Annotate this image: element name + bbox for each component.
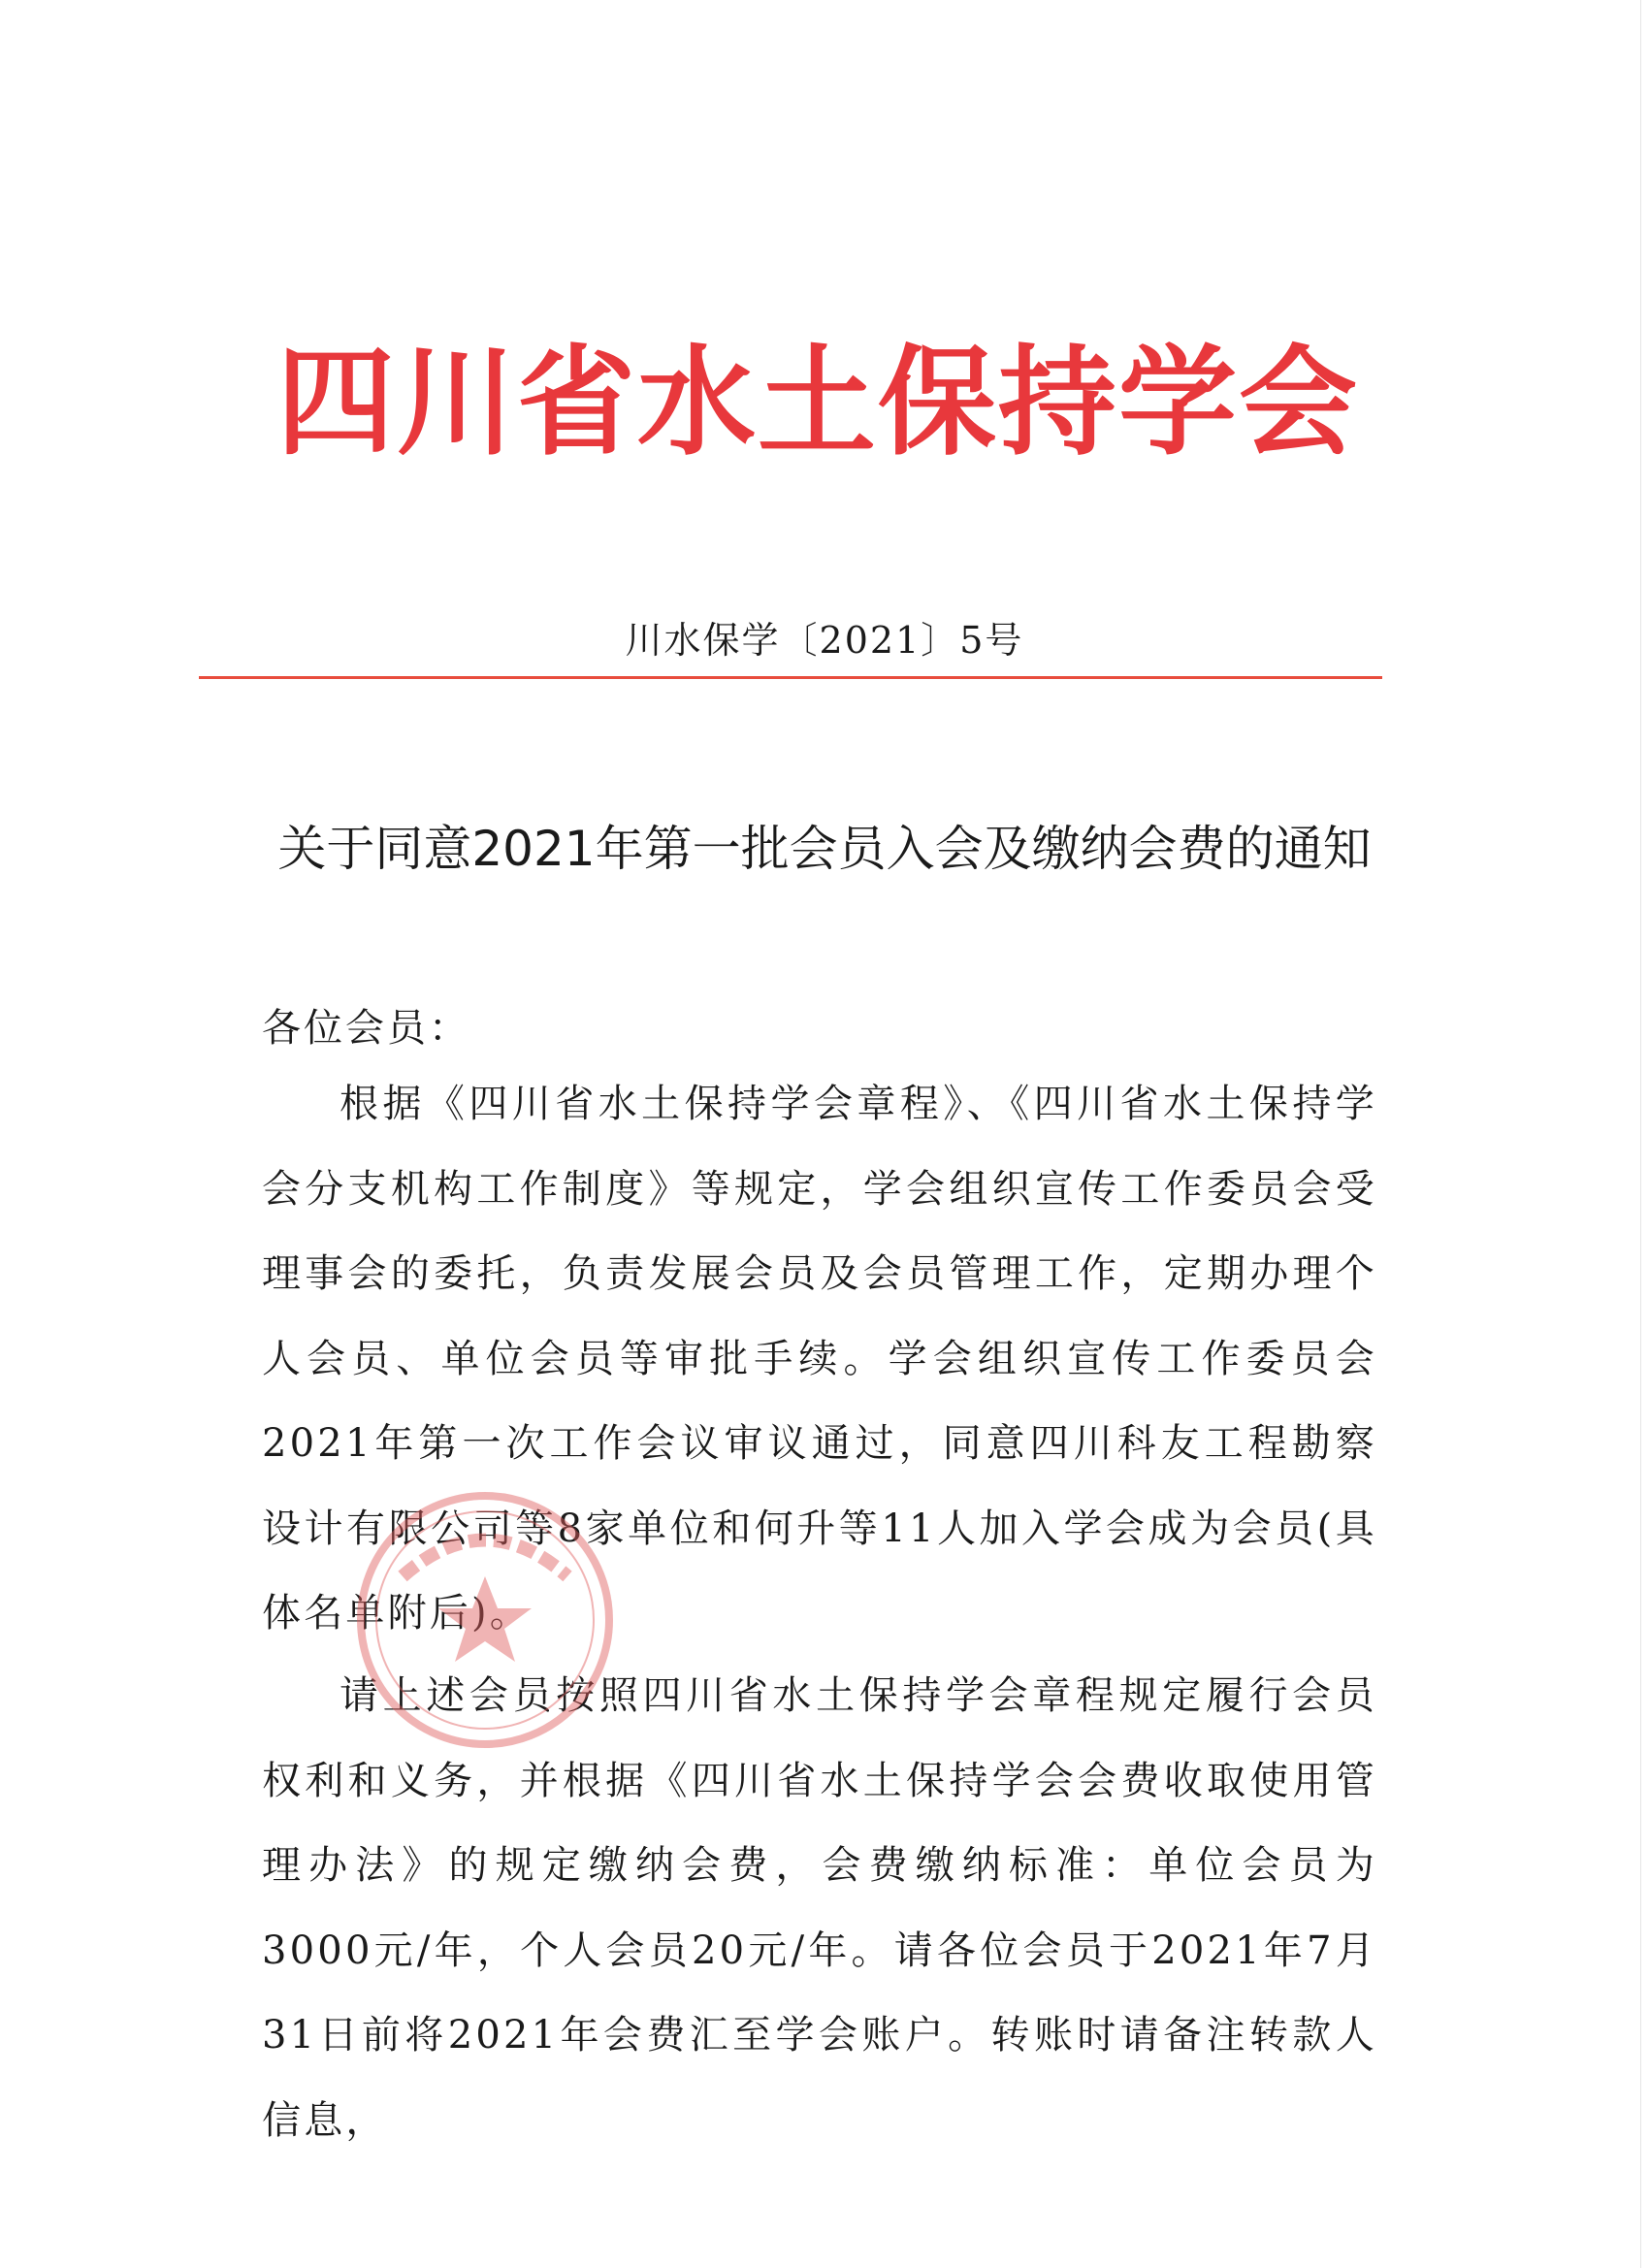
body-paragraph-1: 根据《四川省水土保持学会章程》、《四川省水土保持学会分支机构工作制度》等规定，学会组织宣传工作委员会受理事会的委托，负责发展会员及会员管理工作，定期办理个人会员、单位会员等审批手续。学会组织宣传工作委员会2021年第一次工作会议审议通过，同意四川科友工程勘察设计有限公司等8家单位和何升等11人加入学会成为会员(具体名单附后)。 <box>262 1082 1377 1636</box>
salutation: 各位会员： <box>262 1006 470 1051</box>
notice-title: 关于同意2021年第一批会员入会及缴纳会费的通知 <box>277 821 1372 877</box>
body-paragraph-2: 请上述会员按照四川省水土保持学会章程规定履行会员权利和义务，并根据《四川省水土保持学会会费收取使用管理办法》的规定缴纳会费，会费缴纳标准：单位会员为3000元/年，个人会员20元/年。请各位会员于2021年7月31日前将2021年会费汇至学会账户。转账时请备注转款人信息， <box>262 1673 1377 2143</box>
document-number: 川水保学〔2021〕5号 <box>625 619 1024 662</box>
org-header-title: 四川省水土保持学会 <box>276 334 1359 471</box>
page-edge <box>1640 0 1641 2268</box>
red-divider-line <box>199 676 1382 679</box>
